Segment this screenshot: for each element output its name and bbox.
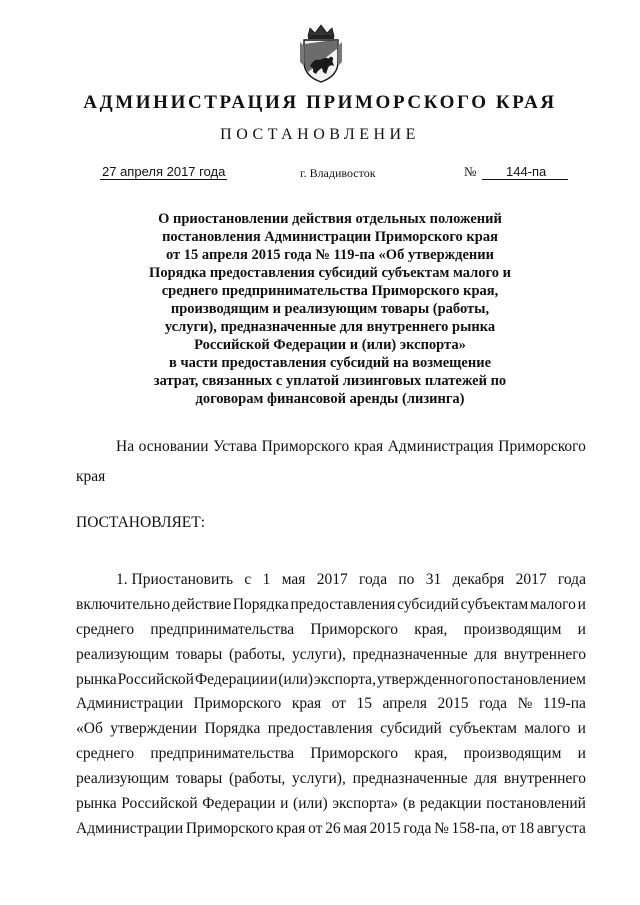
word: № [434,819,449,837]
body-line [76,817,586,842]
word: края, [414,620,448,638]
document-date: 27 апреля 2017 года [102,164,226,179]
word: производящим [463,620,562,638]
word: Приморского [310,620,399,638]
word: Порядка [204,720,261,738]
word: включительно [76,595,171,613]
word: субсидий [380,720,442,738]
word: Приморского [310,745,399,763]
title-line: в части предоставления субсидий на возмещение [168,355,492,371]
word: Устава [213,438,258,455]
word: года [557,571,586,588]
word: апреля [382,695,427,713]
word: услуги), [292,770,346,788]
word: Федерации [202,795,276,813]
word: года [403,819,432,837]
word: края [276,819,306,837]
title-line: Порядка предоставления субсидий субъектам малого и [149,265,511,281]
word: от [501,819,516,837]
body-line [76,618,586,643]
word: Приморского [185,819,274,837]
document-body [76,568,586,842]
title-line: Российской Федерации и (или) экспорта» [194,337,466,353]
word: года [479,695,508,713]
intro-line-1 [116,438,586,456]
word: по [398,571,415,588]
word: экспорта, [313,670,376,688]
word: утвержденного [376,670,477,688]
word: и [269,670,278,688]
word: предоставления [267,720,373,738]
word: года [359,571,388,588]
coat-of-arms-icon [290,22,352,84]
intro-line-2: края [76,468,106,485]
word: «Об [76,720,103,738]
word: предпринимательства [150,620,295,638]
word: рынка [76,670,117,688]
word: 15 [356,695,372,713]
word: среднего [76,745,135,763]
word: Администрация [387,438,494,455]
word: Федерации [194,670,269,688]
title-line: постановления Администрации Приморского края [162,229,498,245]
body-line [76,717,586,742]
document-number: 144-па [482,164,568,180]
word: августа [536,819,586,837]
word: и [577,620,586,638]
word: среднего [76,620,135,638]
word: Администрации [76,819,184,837]
word: малого [524,720,571,738]
document-city: г. Владивосток [300,166,376,180]
word: малого [529,595,576,613]
word: 31 [425,571,442,588]
word: № [517,695,533,713]
body-line [76,692,586,717]
title-line: договорам финансовой аренды (лизинга) [195,391,465,407]
title-line: производящим и реализующим товары (работы, [170,301,490,317]
word: Приморского [498,438,586,455]
word: утверждении [110,720,198,738]
body-line [76,742,586,767]
word: постановлением [477,670,586,688]
word: услуги), [292,645,346,663]
body-line [76,767,586,792]
word: 158-па, [451,819,499,837]
word: 2015 [369,819,401,837]
word: 2017 [515,571,547,588]
word: Приморского [261,438,350,455]
body-line [76,668,586,693]
word: 2015 [437,695,469,713]
word: и [577,720,586,738]
word: 18 [518,819,535,837]
word: товары [175,645,223,663]
word: 2017 [316,571,348,588]
word: рынка [76,795,117,813]
word: 26 [325,819,341,837]
word: 1 [262,571,271,588]
word: от [331,695,346,713]
body-line [76,593,586,618]
title-line: О приостановлении действия отдельных положений [158,211,502,227]
word: реализующим [76,645,170,663]
word: края [353,438,384,455]
word: Приморского [193,695,282,713]
word: декабря [452,571,505,588]
word: Российской [117,670,194,688]
body-line [76,792,586,817]
title-line: затрат, связанных с уплатой лизинговых платежей по [153,373,507,389]
resolves-heading: ПОСТАНОВЛЯЕТ: [76,514,206,531]
word: предоставления [290,595,396,613]
word: производящим [463,745,562,763]
word: Порядка [232,595,289,613]
word: предназначенные [352,645,468,663]
document-title [100,210,560,408]
word: основании [138,438,209,455]
word: редакции [419,795,482,813]
word: На [116,438,135,455]
body-line [76,568,586,593]
word: Администрации [76,695,184,713]
word: мая [281,571,306,588]
word: и [280,795,289,813]
title-line: от 15 апреля 2015 года № 119-па «Об утверждении [166,247,494,263]
word: для [474,770,498,788]
word: и [577,745,586,763]
word: мая [343,819,367,837]
word: 119-па [542,695,586,713]
word: внутреннего [503,645,586,663]
word: края, [414,745,448,763]
word: Российской [121,795,198,813]
word: от [308,819,323,837]
word: реализующим [76,770,170,788]
number-label: № [464,164,477,179]
word: и [577,595,586,613]
word: с [244,571,252,588]
body-line [76,643,586,668]
title-line: услуги), предназначенные для внутреннего рынка [164,319,496,335]
word: субъектам [460,595,529,613]
word: края [291,695,322,713]
word: внутреннего [503,770,586,788]
word: (в [402,795,416,813]
word: 1. Приостановить [116,571,234,588]
word: экспорта» [332,795,399,813]
word: товары [175,770,223,788]
word: предназначенные [352,770,468,788]
word: постановлений [486,795,586,813]
word: субсидий [397,595,459,613]
word: (или) [293,795,328,813]
word: для [474,645,498,663]
word: действие [171,595,232,613]
document-type: ПОСТАНОВЛЕНИЕ [220,126,420,143]
word: субъектам [449,720,517,738]
word: (работы, [228,645,286,663]
word: (или) [278,670,313,688]
word: (работы, [228,770,286,788]
word: предпринимательства [150,745,295,763]
organization-name: АДМИНИСТРАЦИЯ ПРИМОРСКОГО КРАЯ [83,92,557,113]
title-line: среднего предпринимательства Приморского края, [161,283,499,299]
